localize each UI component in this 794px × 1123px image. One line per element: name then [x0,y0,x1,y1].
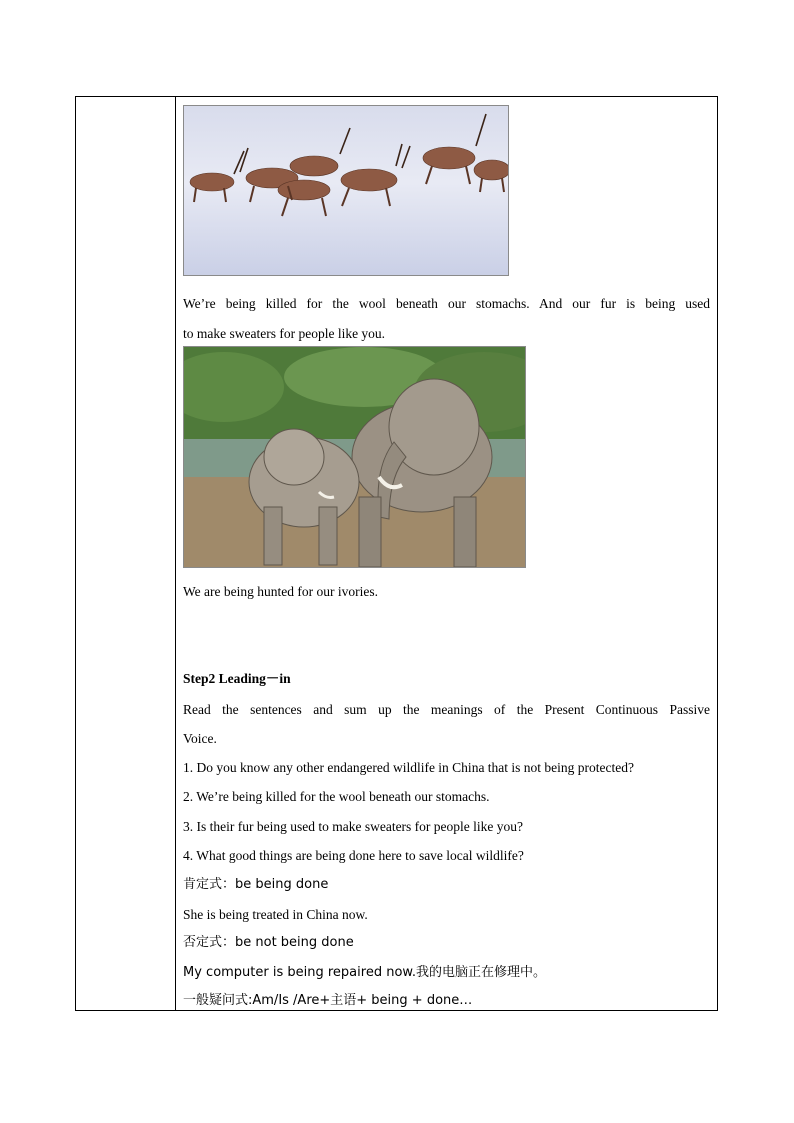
negative-form: 否定式：be not being done [183,935,354,950]
negative-example: My computer is being repaired now.我的电脑正在修理中。 [183,965,546,980]
question-form: 一般疑问式:Am/Is /Are+主语+ being + done… [183,993,473,1008]
intro-line2: Voice. [183,731,217,746]
paragraph-antelope-line2: to make sweaters for people like you. [183,326,386,341]
paragraph-elephants: We are being hunted for our ivories. [183,584,378,599]
affirmative-form: 肯定式：be being done [183,877,329,892]
step-heading: Step2 Leading－in [183,671,291,686]
affirmative-example: She is being treated in China now. [183,907,368,922]
elephants-photo [183,346,526,568]
paragraph-antelope-line1: We’re being killed for the wool beneath our stomachs. And our fur is being used [183,296,710,311]
antelope-photo [183,105,509,276]
question-2: 2. We’re being killed for the wool beneath our stomachs. [183,789,490,804]
question-3: 3. Is their fur being used to make sweaters for people like you? [183,819,524,834]
question-1: 1. Do you know any other endangered wildlife in China that is not being protected? [183,760,635,775]
table-column-divider [175,96,176,1011]
question-4: 4. What good things are being done here to save local wildlife? [183,848,524,863]
intro-line1: Read the sentences and sum up the meanings of the Present Continuous Passive [183,702,710,717]
